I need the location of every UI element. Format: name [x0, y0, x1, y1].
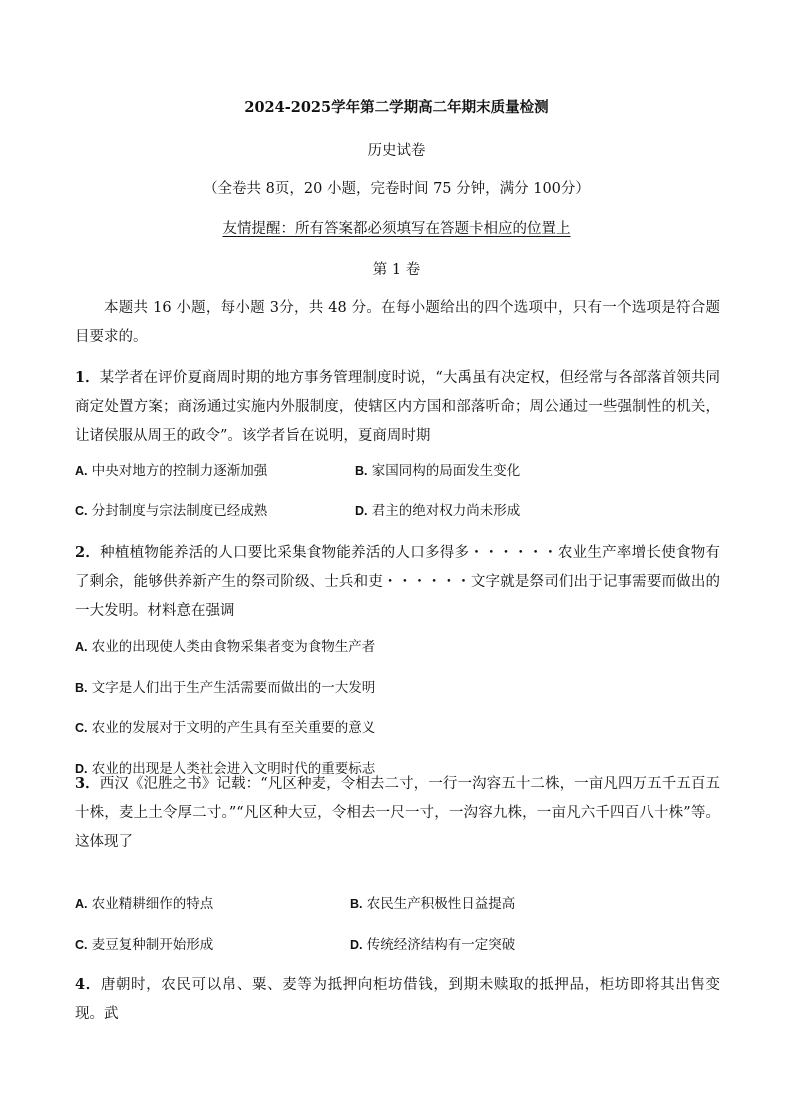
question-text: 唐朝时，农民可以帛、粟、麦等为抵押向柜坊借钱，到期未赎取的抵押品，柜坊即将其出售变现。武	[75, 977, 720, 1022]
q3-option-b: B. 农民生产积极性日益提高	[350, 896, 516, 912]
question-number: 2．	[75, 544, 101, 561]
question-text: 种植植物能养活的人口要比采集食物能养活的人口多得多・・・・・・农业生产率增长使食物有了剩余，能够供养新产生的祭司阶级、士兵和吏・・・・・・文字就是祭司们出于记事需要而做出的一大发明。材料意在强调	[75, 545, 720, 619]
question-number: 4．	[75, 976, 101, 993]
q1-option-c: C. 分封制度与宗法制度已经成熟	[75, 503, 268, 519]
volume-heading: 第 1 卷	[372, 262, 421, 278]
question-4	[75, 970, 720, 1029]
question-number: 1．	[75, 369, 100, 386]
section-instructions: 本题共 16 小题，每小题 3分，共 48 分。在每小题给出的四个选项中，只有一个选项是符合题目要求的。	[75, 300, 720, 345]
question-1	[75, 363, 720, 451]
exam-reminder: 友情提醒：所有答案都必须填写在答题卡相应的位置上	[222, 221, 571, 237]
q1-option-d: D. 君主的绝对权力尚未形成	[355, 503, 521, 519]
q2-option-b: B. 文字是人们出于生产生活需要而做出的一大发明	[75, 680, 376, 696]
exam-title: 2024-2025学年第二学期高二年期末质量检测	[244, 99, 549, 116]
q2-option-c: C. 农业的发展对于文明的产生具有至关重要的意义	[75, 720, 376, 736]
q1-option-b: B. 家国同构的局面发生变化	[355, 463, 521, 479]
q1-option-a: A. 中央对地方的控制力逐渐加强	[75, 463, 268, 479]
question-number: 3．	[75, 775, 100, 792]
q2-option-a: A. 农业的出现使人类由食物采集者变为食物生产者	[75, 639, 376, 655]
q3-option-d: D. 传统经济结构有一定突破	[350, 937, 516, 953]
q3-option-c: C. 麦豆复种制开始形成	[75, 937, 214, 953]
exam-subject: 历史试卷	[367, 143, 426, 159]
question-3	[75, 769, 720, 857]
question-text: 某学者在评价夏商周时期的地方事务管理制度时说，“大禹虽有决定权，但经常与各部落首领共同商定处置方案；商汤通过实施内外服制度，使辖区内方国和部落听命；周公通过一些强制性的机关，让诸侯服从周王的政令”。该学者旨在说明，夏商周时期	[75, 370, 720, 444]
q3-option-a: A. 农业精耕细作的特点	[75, 896, 214, 912]
exam-note: （全卷共 8页，20 小题，完卷时间 75 分钟，满分 100分）	[203, 181, 590, 197]
q2-option-d: D. 农业的出现是人类社会进入文明时代的重要标志	[75, 761, 376, 777]
question-2	[75, 538, 720, 626]
question-text: 西汉《氾胜之书》记载：“凡区种麦，令相去二寸，一行一沟容五十二株，一亩凡四万五千五百五十株，麦上土令厚二寸。”“凡区种大豆，令相去一尺一寸，一沟容九株，一亩凡六千四百八十株”等。这体现了	[75, 776, 720, 850]
